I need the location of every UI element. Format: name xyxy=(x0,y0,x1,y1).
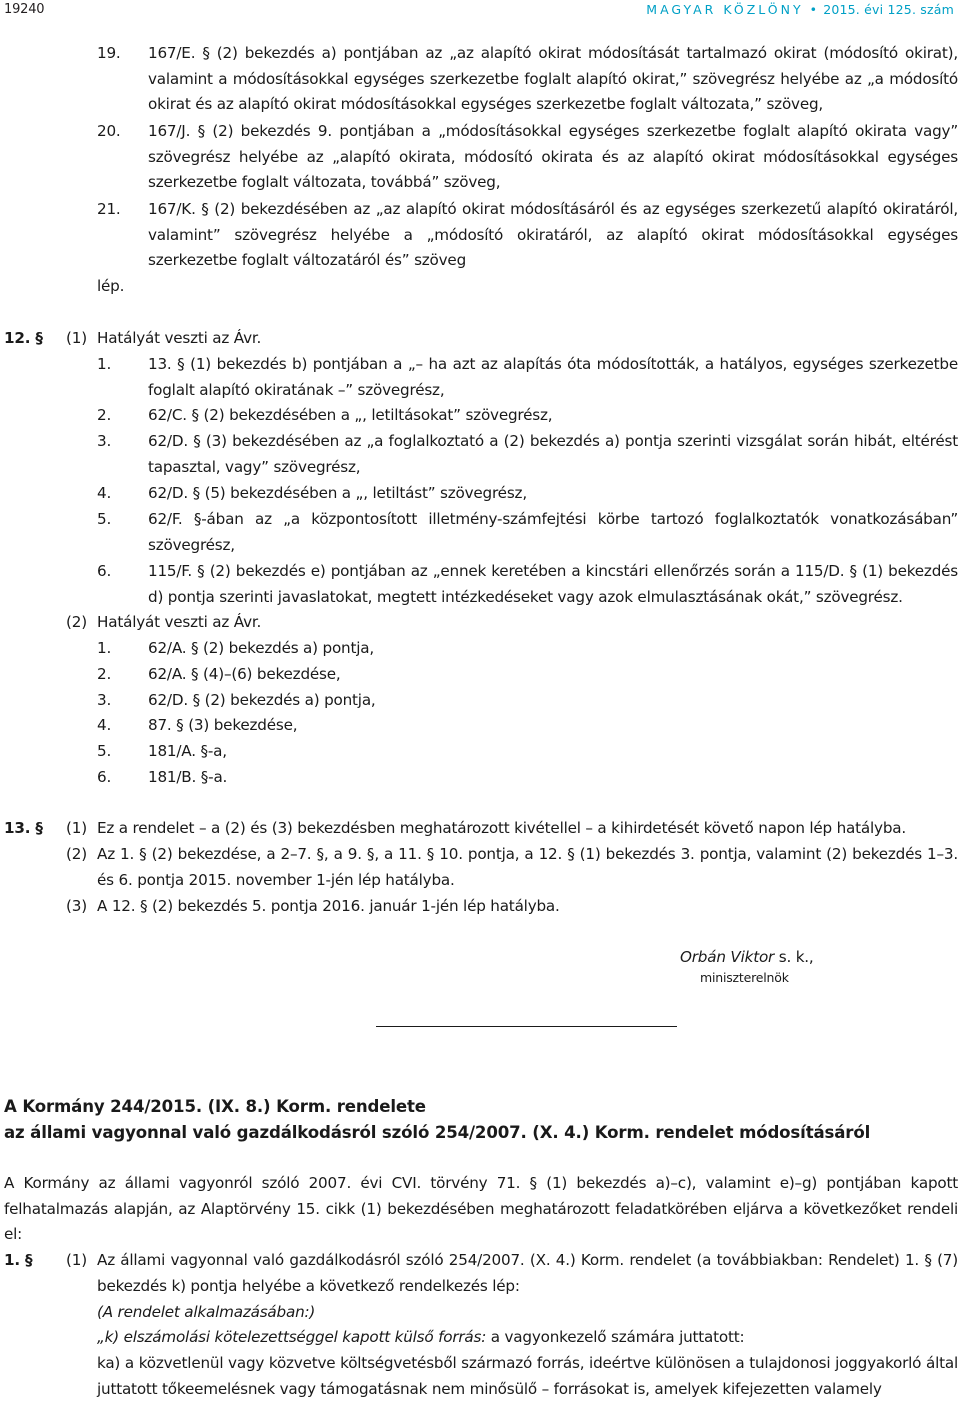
point-number: 6. xyxy=(97,768,112,786)
paragraph-number: (2) xyxy=(66,613,87,631)
item-number: 21. xyxy=(97,200,121,218)
point-text: 87. § (3) bekezdése, xyxy=(148,716,298,734)
bullet-separator: • xyxy=(809,2,818,17)
point-number: 4. xyxy=(97,716,112,734)
signatory xyxy=(680,945,814,971)
point-text: 62/C. § (2) bekezdésében a „, letiltásokat” szövegrész, xyxy=(148,406,553,424)
amendment-item: 167/K. § (2) bekezdésében az „az alapító okirat módosításáról és az egységes szerkezetű alapító okiratáról, valamint” szövegrész helyébe a „módosító okiratáról, az alapító okirat módosításokkal egységes szerkezetbe foglalt változatáról és” szöveg xyxy=(148,200,958,270)
point-text: 13. § (1) bekezdés b) pontjában a „– ha azt az alapítás óta módosították, a hatályos, egységes szerkezetbe foglalt alapító okiratának –” szövegrész, xyxy=(148,355,958,399)
page-number: 19240 xyxy=(4,2,45,17)
point-number: 1. xyxy=(97,639,112,657)
signatory-name: Orbán Viktor xyxy=(680,948,775,966)
point-text: 62/D. § (2) bekezdés a) pontja, xyxy=(148,691,376,709)
decree-subtitle: az állami vagyonnal való gazdálkodásról szóló 254/2007. (X. 4.) Korm. rendelet módosításáról xyxy=(4,1123,871,1142)
definition-k xyxy=(97,1325,744,1351)
paragraph-text: Az 1. § (2) bekezdése, a 2–7. §, a 9. §, a 11. § 10. pontja, a 12. § (1) bekezdés 3. pontja, valamint (2) bekezdés 1–3. és 6. pontja 2015. november 1-jén lép hatályba. xyxy=(97,845,958,889)
point-text: 62/D. § (3) bekezdésében az „a foglalkoztató a (2) bekezdés a) pontja szerinti vizsgálat során hibát, eltérést tapasztal, vagy” szövegrész, xyxy=(148,432,958,476)
amendment-item: 167/J. § (2) bekezdés 9. pontjában a „módosításokkal egységes szerkezetbe foglalt alapító okirata vagy” szövegrész helyébe az „alapító okirata, módosító okirata és az alapító okirat módosításokkal egységes szerkezetbe foglalt változata, továbbá” szöveg, xyxy=(148,122,958,192)
paragraph-text: Hatályát veszti az Ávr. xyxy=(97,329,262,347)
point-number: 1. xyxy=(97,355,112,373)
point-number: 2. xyxy=(97,406,112,424)
paragraph-number: (1) xyxy=(66,819,87,837)
definition-ka: ka) a közvetlenül vagy közvetve költségvetésből származó forrás, ideértve különösen a tulajdonosi joggyakorló által juttatott tőkeemelésnek vagy támogatásnak nem minősülő – forrásokat is, amelyek kifejezetten valamely xyxy=(97,1354,958,1398)
separator-rule xyxy=(376,1026,677,1027)
lep-word: lép. xyxy=(97,277,125,295)
signatory-title: miniszterelnök xyxy=(700,970,789,985)
definition-k-text: a vagyonkezelő számára juttatott: xyxy=(486,1328,745,1346)
definition-k-term: „k) elszámolási kötelezettséggel kapott külső forrás: xyxy=(97,1328,487,1346)
point-number: 5. xyxy=(97,742,112,760)
point-number: 2. xyxy=(97,665,112,683)
amendment-item: 167/E. § (2) bekezdés a) pontjában az „az alapító okirat módosítását tartalmazó okirat (módosító okirat), valamint a módosításokkal egységes szerkezetbe foglalt alapító okirat,” szövegrész helyébe az „a módosító okirat és az alapító okirat módosításokkal egységes szerkezetbe foglalt változata,” szöveg, xyxy=(148,44,958,114)
paragraph-number: (2) xyxy=(66,845,87,863)
point-text: 181/A. §-a, xyxy=(148,742,227,760)
paragraph-number: (1) xyxy=(66,329,87,347)
point-number: 5. xyxy=(97,510,112,528)
issue-number: 2015. évi 125. szám xyxy=(823,2,954,17)
section-label: 1. § xyxy=(4,1251,33,1269)
point-text: 62/A. § (4)–(6) bekezdése, xyxy=(148,665,341,683)
section-label: 13. § xyxy=(4,819,43,837)
paragraph-text: Ez a rendelet – a (2) és (3) bekezdésben meghatározott kivétellel – a kihirdetését követő napon lép hatályba. xyxy=(97,819,906,837)
running-header xyxy=(646,0,954,20)
paragraph-number: (3) xyxy=(66,897,87,915)
context-line: (A rendelet alkalmazásában:) xyxy=(97,1303,316,1321)
point-text: 181/B. §-a. xyxy=(148,768,228,786)
paragraph-text: Hatályát veszti az Ávr. xyxy=(97,613,262,631)
point-text: 62/F. §-ában az „a központosított illetmény-számfejtési körbe tartozó foglalkoztatók vonatkozásában” szövegrész, xyxy=(148,510,958,554)
point-text: 62/D. § (5) bekezdésében a „, letiltást” szövegrész, xyxy=(148,484,527,502)
paragraph-text: Az állami vagyonnal való gazdálkodásról szóló 254/2007. (X. 4.) Korm. rendelet (a továbbiakban: Rendelet) 1. § (7) bekezdés k) pontja helyébe a következő rendelkezés lép: xyxy=(97,1251,958,1295)
point-text: 62/A. § (2) bekezdés a) pontja, xyxy=(148,639,374,657)
signatory-suffix: s. k., xyxy=(774,948,814,966)
point-number: 4. xyxy=(97,484,112,502)
point-number: 3. xyxy=(97,691,112,709)
preamble: A Kormány az állami vagyonról szóló 2007. évi CVI. törvény 71. § (1) bekezdés a)–c), valamint e)–g) pontjában kapott felhatalmazás alapján, az Alaptörvény 15. cikk (1) bekezdésében meghatározott feladatkörében eljárva a következőket rendeli el: xyxy=(4,1174,958,1244)
point-number: 6. xyxy=(97,562,112,580)
item-number: 20. xyxy=(97,122,121,140)
decree-title: A Kormány 244/2015. (IX. 8.) Korm. rendelete xyxy=(4,1097,426,1116)
paragraph-number: (1) xyxy=(66,1251,87,1269)
item-number: 19. xyxy=(97,44,121,62)
journal-title: MAGYAR KÖZLÖNY xyxy=(646,2,804,17)
point-number: 3. xyxy=(97,432,112,450)
section-label: 12. § xyxy=(4,329,43,347)
point-text: 115/F. § (2) bekezdés e) pontjában az „ennek keretében a kincstári ellenőrzés során a 115/D. § (1) bekezdés d) pontja szerinti javaslatokat, megtett intézkedéseket vagy azok elmulasztásának okát,” szövegrész. xyxy=(148,562,958,606)
paragraph-text: A 12. § (2) bekezdés 5. pontja 2016. január 1-jén lép hatályba. xyxy=(97,897,560,915)
